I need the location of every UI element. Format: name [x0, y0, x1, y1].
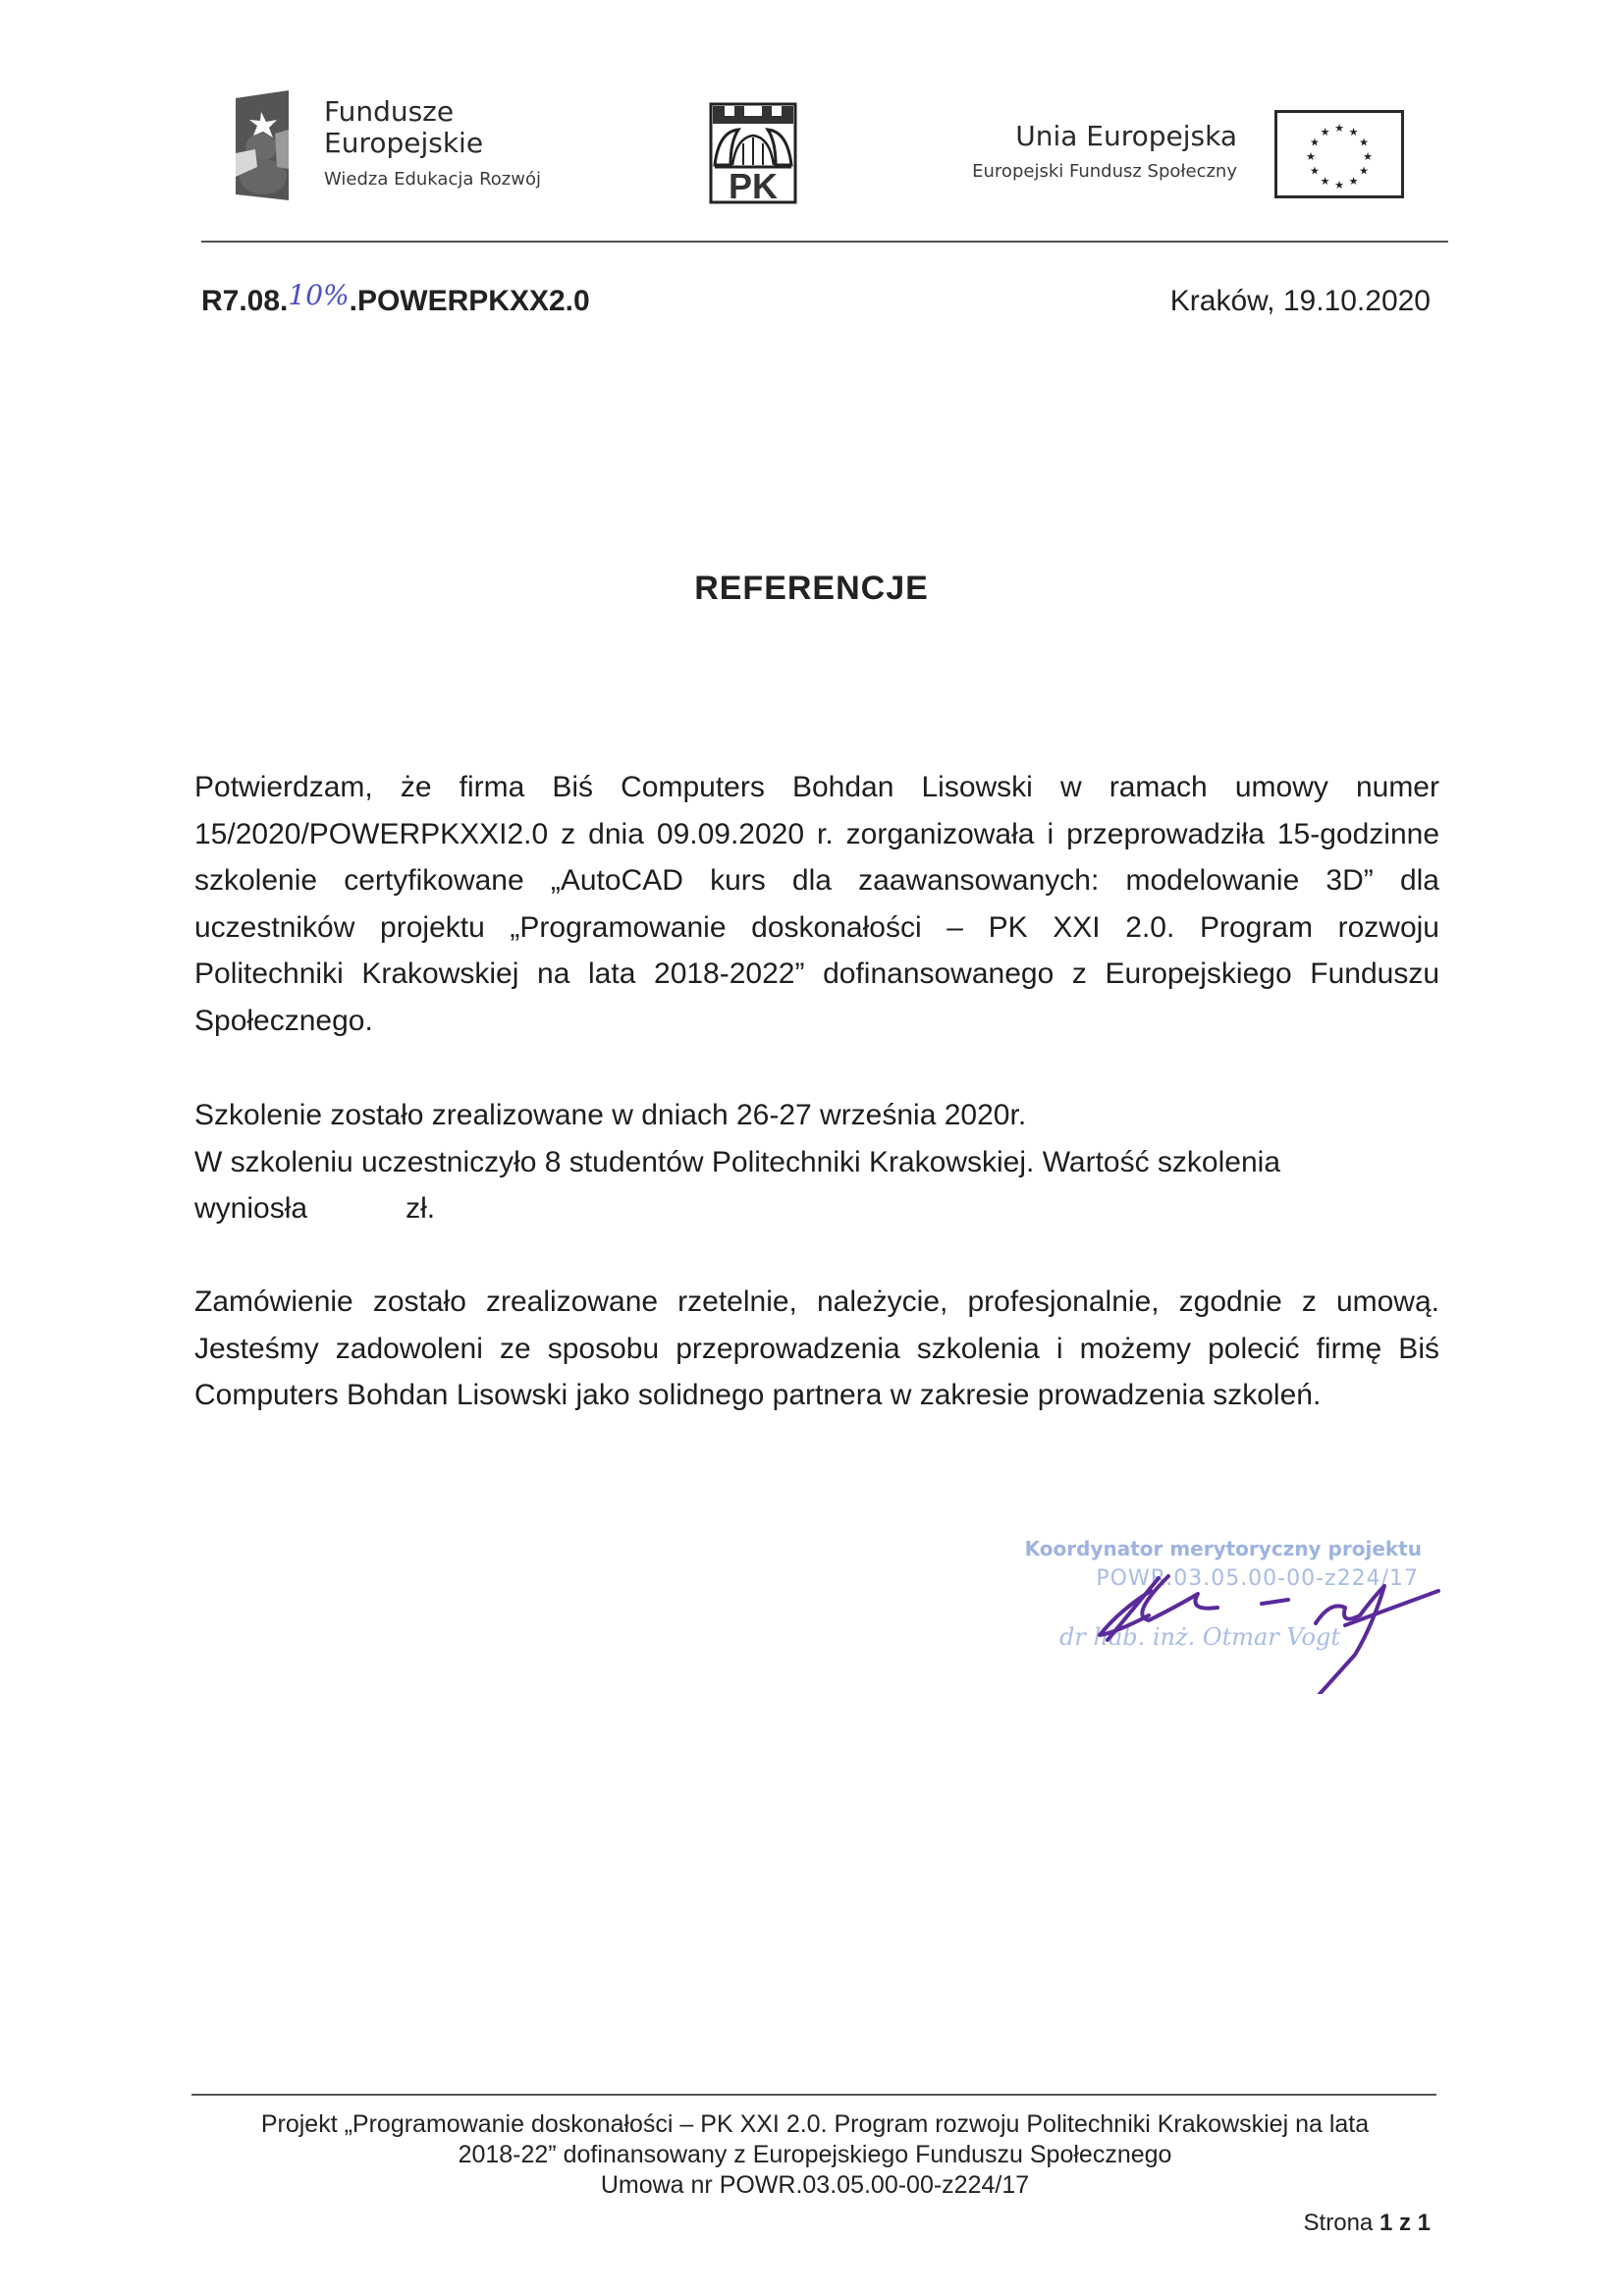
svg-text:★: ★ [1334, 179, 1344, 191]
paragraph-3-text: Zamówienie zostało zrealizowane rzetelnie, należycie, profesjonalnie, zgodnie z umową. Jesteśmy zadowoleni ze sposobu przeprowadzenia szkolenia i możemy polecić firmę Biś Computers Bohdan Lisowski jako solidnego partnera w zakresie prowadzenia szkoleń. [194, 1285, 1439, 1411]
paragraph-2-line-2: W szkoleniu uczestniczyło 8 studentów Politechniki Krakowskiej. Wartość szkolenia [194, 1145, 1281, 1178]
unia-europejska-logo [923, 108, 1414, 206]
stamp-role: Koordynator merytoryczny projektu [1024, 1537, 1422, 1560]
paragraph-2-line-3-start: wyniosła [194, 1192, 308, 1225]
reference-suffix: .POWERPKXX2.0 [349, 285, 590, 317]
svg-text:★: ★ [1320, 125, 1330, 138]
svg-text:★: ★ [1309, 136, 1320, 149]
logo-fe-line2: Europejskie [324, 127, 484, 159]
signature-stamp [1024, 1517, 1473, 1694]
stamp-agreement-number: POWR.03.05.00-00-z224/17 [1096, 1566, 1419, 1591]
reference-prefix: R7.08. [201, 285, 289, 317]
city-date: Kraków, 19.10.2020 [1169, 285, 1431, 317]
reference-number [201, 279, 590, 318]
pk-crest-icon [709, 102, 797, 204]
politechnika-krakowska-logo [709, 102, 797, 204]
svg-text:★: ★ [1359, 164, 1370, 178]
document-title: REFERENCJE [694, 570, 929, 607]
body-paragraph-2 [194, 1092, 1439, 1232]
footer-divider [191, 2094, 1436, 2096]
fundusze-europejskie-logo [234, 90, 558, 208]
paragraph-2-line-3-end: zł. [406, 1192, 436, 1225]
paragraph-2-line-1: Szkolenie zostało zrealizowane w dniach 26-27 września 2020r. [194, 1099, 1027, 1131]
fundusze-europejskie-flag-icon [234, 90, 291, 203]
logo-fe-tagline: Wiedza Edukacja Rozwój [324, 169, 541, 190]
svg-text:★: ★ [1363, 150, 1373, 163]
handwritten-signature-icon [1060, 1517, 1473, 1694]
body-paragraph-1 [194, 764, 1439, 1044]
footer [177, 2109, 1453, 2201]
reference-handwritten: 10% [288, 279, 350, 311]
page-separator: z [1398, 2210, 1411, 2236]
paragraph-1-text: Potwierdzam, że firma Biś Computers Bohdan Lisowski w ramach umowy numer 15/2020/POWERPKXXI2.0 z dnia 09.09.2020 r. zorganizowała i przeprowadziła 15-godzinne szkolenie certyfikowane „AutoCAD kurs dla zaawansowanych: modelowanie 3D” dla uczestników projektu „Programowanie doskonałości – PK XXI 2.0. Program rozwoju Politechniki Krakowskiej na lata 2018-2022” dofinansowanego z Europejskiego Funduszu Społecznego. [194, 771, 1439, 1037]
footer-line-3: Umowa nr POWR.03.05.00-00-z224/17 [600, 2171, 1030, 2199]
svg-text:★: ★ [1306, 150, 1316, 163]
svg-text:★: ★ [1320, 175, 1330, 189]
eu-flag-icon [1274, 110, 1404, 198]
footer-line-1: Projekt „Programowanie doskonałości – PK XXI 2.0. Program rozwoju Politechniki Krakowskiej na lata [260, 2110, 1370, 2138]
page-current: 1 [1379, 2210, 1393, 2236]
pk-logo-text: PK [728, 166, 779, 204]
footer-line-2: 2018-22” dofinansowany z Europejskiego Funduszu Społecznego [458, 2141, 1172, 2168]
page-number [1304, 2210, 1431, 2237]
svg-text:★: ★ [1348, 125, 1359, 138]
logo-fe-line1: Fundusze [324, 95, 455, 128]
svg-text:★: ★ [1334, 122, 1344, 135]
svg-text:★: ★ [1309, 164, 1320, 178]
page-label: Strona [1303, 2210, 1374, 2236]
body-paragraph-3 [194, 1279, 1439, 1419]
stamp-name: dr hab. inż. Otmar Vogt [1059, 1623, 1340, 1651]
logo-eu-tagline: Europejski Fundusz Społeczny [972, 161, 1237, 182]
logo-eu-line1: Unia Europejska [1015, 120, 1237, 152]
header-divider [201, 241, 1448, 243]
eu-stars-icon [1277, 113, 1401, 195]
svg-text:★: ★ [1348, 175, 1359, 189]
page-total: 1 [1417, 2210, 1431, 2236]
svg-text:★: ★ [1359, 136, 1370, 149]
